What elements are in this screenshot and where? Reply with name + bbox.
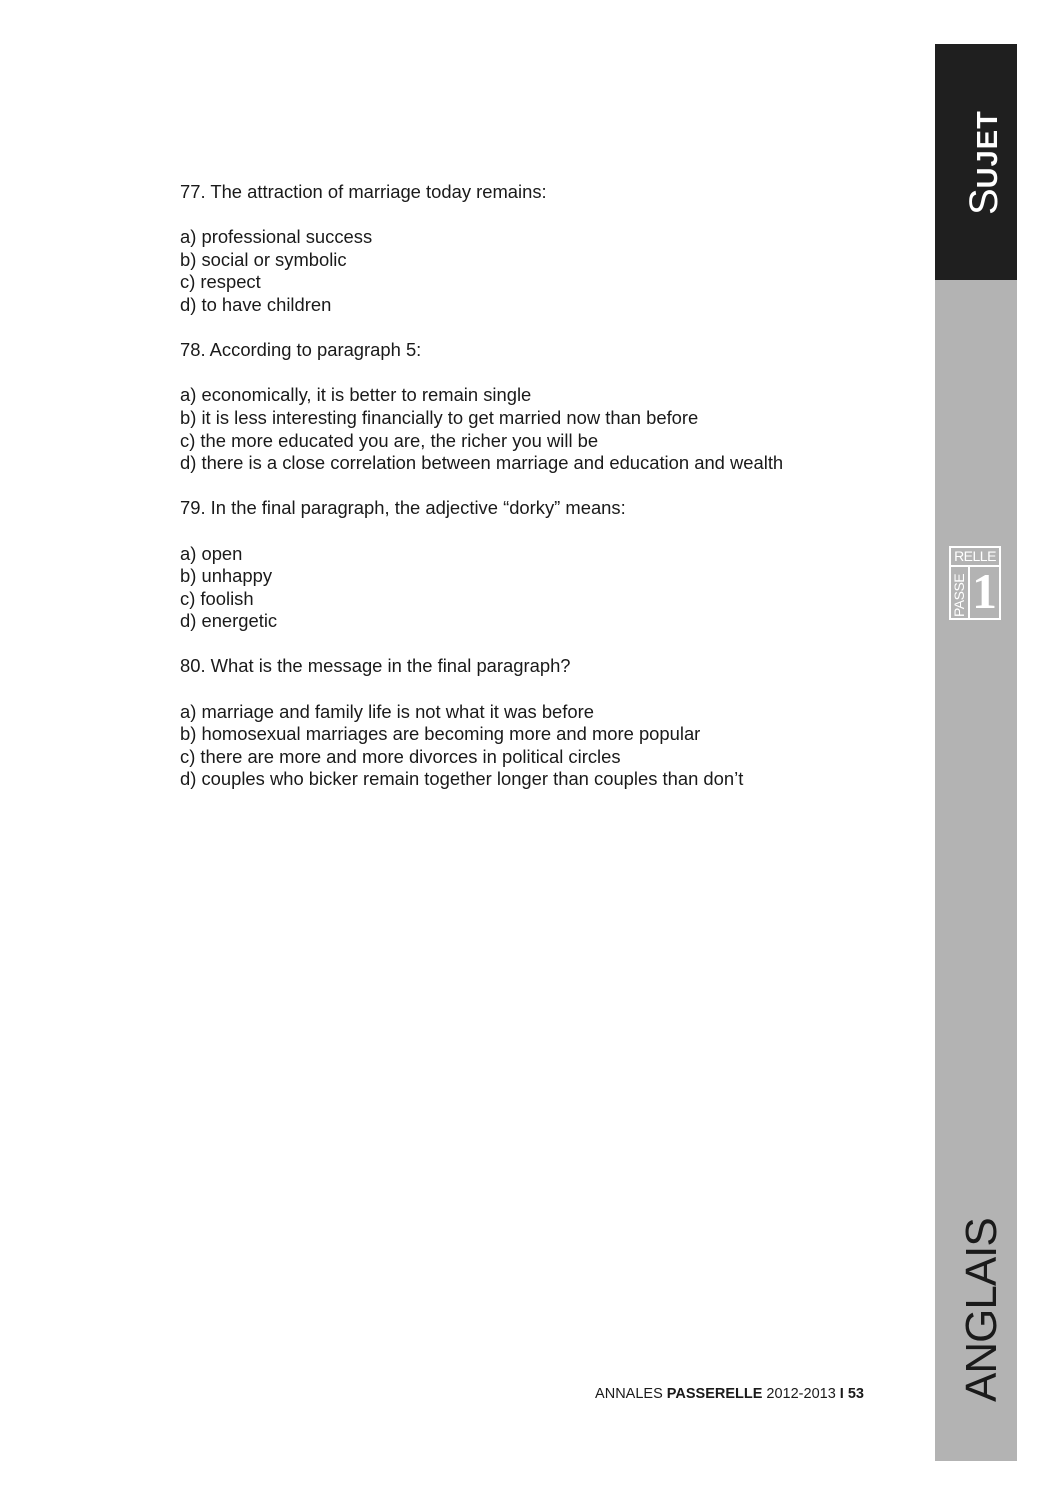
question-block (180, 339, 880, 475)
question-list (180, 181, 880, 814)
logo-number: 1 (972, 563, 997, 619)
footer-page-number: 53 (843, 1386, 864, 1402)
page-footer (595, 1386, 864, 1402)
answer-options (180, 543, 880, 633)
question-text: 79. In the final paragraph, the adjective “dorky” means: (180, 497, 626, 519)
answer-option: a) economically, it is better to remain single (180, 384, 532, 406)
footer-years: 2012-2013 (762, 1386, 840, 1402)
question-text: 78. According to paragraph 5: (180, 339, 422, 361)
answer-option: b) unhappy (180, 565, 273, 587)
footer-brand: PASSERELLE (666, 1386, 763, 1402)
answer-option: c) respect (180, 271, 261, 293)
answer-option: d) couples who bicker remain together longer than couples than don’t (180, 768, 744, 790)
answer-option: b) homosexual marriages are becoming more and more popular (180, 723, 701, 745)
section-label-initial: S (962, 188, 1006, 215)
answer-option: b) social or symbolic (180, 248, 347, 270)
logo-side-text: PASSE (951, 573, 967, 617)
question-block (180, 655, 880, 791)
answer-option: c) there are more and more divorces in political circles (180, 745, 621, 767)
section-label-sujet (962, 110, 1007, 215)
answer-options (180, 226, 880, 316)
logo-top-text: RELLE (951, 548, 999, 567)
answer-option: c) the more educated you are, the richer you will be (180, 429, 599, 451)
footer-separator: I (839, 1386, 844, 1402)
question-block (180, 181, 880, 317)
section-label-rest: UJET (972, 110, 1004, 189)
answer-option: a) professional success (180, 226, 373, 248)
answer-option: d) there is a close correlation between marriage and education and wealth (180, 452, 784, 474)
answer-option: d) to have children (180, 293, 332, 315)
passerelle-logo (949, 546, 1001, 620)
answer-option: d) energetic (180, 610, 278, 632)
question-text: 80. What is the message in the final paragraph? (180, 655, 571, 677)
subject-label: ANGLAIS (957, 1218, 1006, 1402)
logo-side-box (951, 567, 970, 618)
question-text: 77. The attraction of marriage today remains: (180, 181, 547, 202)
answer-options (180, 701, 880, 791)
question-block (180, 497, 880, 633)
answer-option: b) it is less interesting financially to get married now than before (180, 406, 699, 428)
footer-prefix: ANNALES (595, 1386, 667, 1402)
answer-option: a) marriage and family life is not what it was before (180, 700, 594, 722)
answer-option: c) foolish (180, 587, 254, 609)
answer-options (180, 384, 880, 474)
answer-option: a) open (180, 542, 243, 564)
